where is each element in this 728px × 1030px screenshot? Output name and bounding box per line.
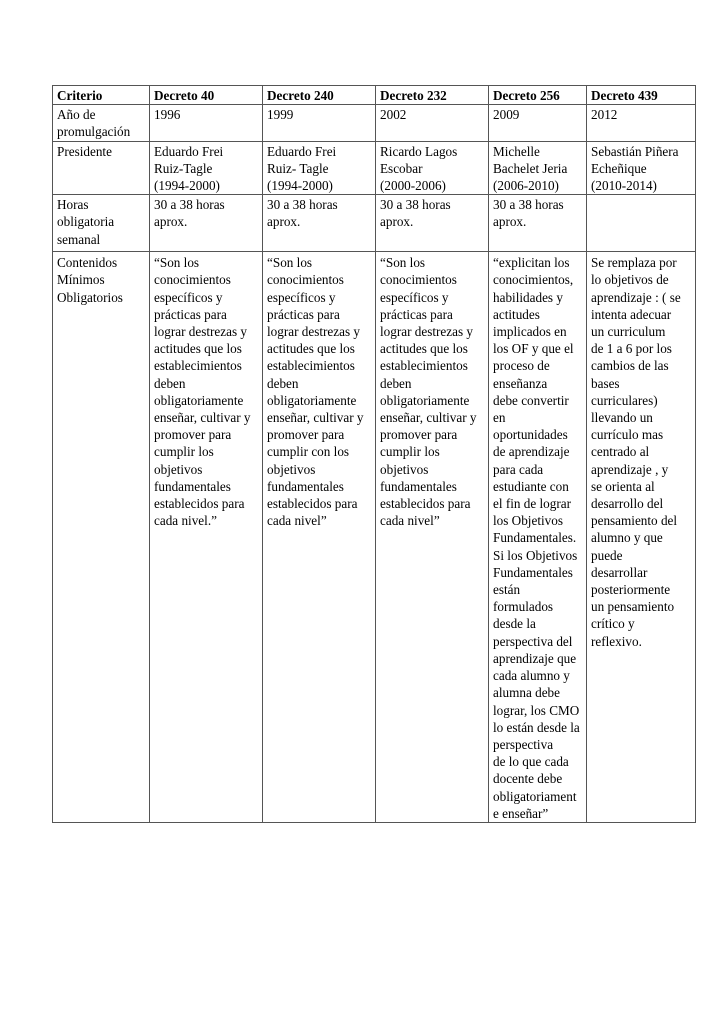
table-cell: Eduardo Frei Ruiz- Tagle (1994-2000)	[263, 141, 376, 195]
table-cell: 1996	[150, 105, 263, 141]
header-decreto-240: Decreto 240	[263, 86, 376, 105]
table-cell: “Son los conocimientos específicos y prácticas para lograr destrezas y actitudes que los establecimientos deben obligatoriamente enseñar, cultivar y promover para cumplir con los objetivos fundamentales establecidos para cada nivel”	[263, 252, 376, 823]
header-row	[53, 86, 696, 105]
criterion-cell: Presidente	[53, 141, 150, 195]
table-cell: Eduardo Frei Ruiz-Tagle (1994-2000)	[150, 141, 263, 195]
table-cell: 2009	[489, 105, 587, 141]
table-cell: 30 a 38 horas aprox.	[263, 195, 376, 252]
table-cell: “Son los conocimientos específicos y prácticas para lograr destrezas y actitudes que los establecimientos deben obligatoriamente enseñar, cultivar y promover para cumplir los objetivos fundamentales establecidos para cada nivel”	[376, 252, 489, 823]
table-row-horas	[53, 195, 696, 252]
table-cell: 1999	[263, 105, 376, 141]
table-cell: 30 a 38 horas aprox.	[376, 195, 489, 252]
decree-comparison-table	[52, 85, 696, 823]
table-row-ano	[53, 105, 696, 141]
table-row-contenidos	[53, 252, 696, 823]
table-cell: Michelle Bachelet Jeria (2006-2010)	[489, 141, 587, 195]
table-cell: 2002	[376, 105, 489, 141]
table-cell: 2012	[587, 105, 696, 141]
header-decreto-256: Decreto 256	[489, 86, 587, 105]
criterion-cell: Año de promulgación	[53, 105, 150, 141]
table-cell: 30 a 38 horas aprox.	[489, 195, 587, 252]
header-decreto-439: Decreto 439	[587, 86, 696, 105]
table-cell	[587, 195, 696, 252]
criterion-cell: Horas obligatoria semanal	[53, 195, 150, 252]
table-row-presidente	[53, 141, 696, 195]
criterion-cell: Contenidos Mínimos Obligatorios	[53, 252, 150, 823]
table-cell: 30 a 38 horas aprox.	[150, 195, 263, 252]
header-decreto-232: Decreto 232	[376, 86, 489, 105]
table-cell: Ricardo Lagos Escobar (2000-2006)	[376, 141, 489, 195]
table-cell: Se remplaza por lo objetivos de aprendizaje : ( se intenta adecuar un curriculum de 1 a 6 por los cambios de las bases curriculares) llevando un currículo mas centrado al aprendizaje , y se orienta al desarrollo del pensamiento del alumno y que puede desarrollar posteriormente un pensamiento crítico y reflexivo.	[587, 252, 696, 823]
table-cell: “Son los conocimientos específicos y prácticas para lograr destrezas y actitudes que los establecimientos deben obligatoriamente enseñar, cultivar y promover para cumplir los objetivos fundamentales establecidos para cada nivel.”	[150, 252, 263, 823]
table-cell: “explicitan los conocimientos, habilidades y actitudes implicados en los OF y que el proceso de enseñanza debe convertir en oportunidades de aprendizaje para cada estudiante con el fin de lograr los Objetivos Fundamentales. Si los Objetivos Fundamentales están formulados desde la perspectiva del aprendizaje que cada alumno y alumna debe lograr, los CMO lo están desde la perspectiva de lo que cada docente debe obligatoriament e enseñar”	[489, 252, 587, 823]
header-decreto-40: Decreto 40	[150, 86, 263, 105]
header-criterio: Criterio	[53, 86, 150, 105]
table-cell: Sebastián Piñera Echeñique (2010-2014)	[587, 141, 696, 195]
